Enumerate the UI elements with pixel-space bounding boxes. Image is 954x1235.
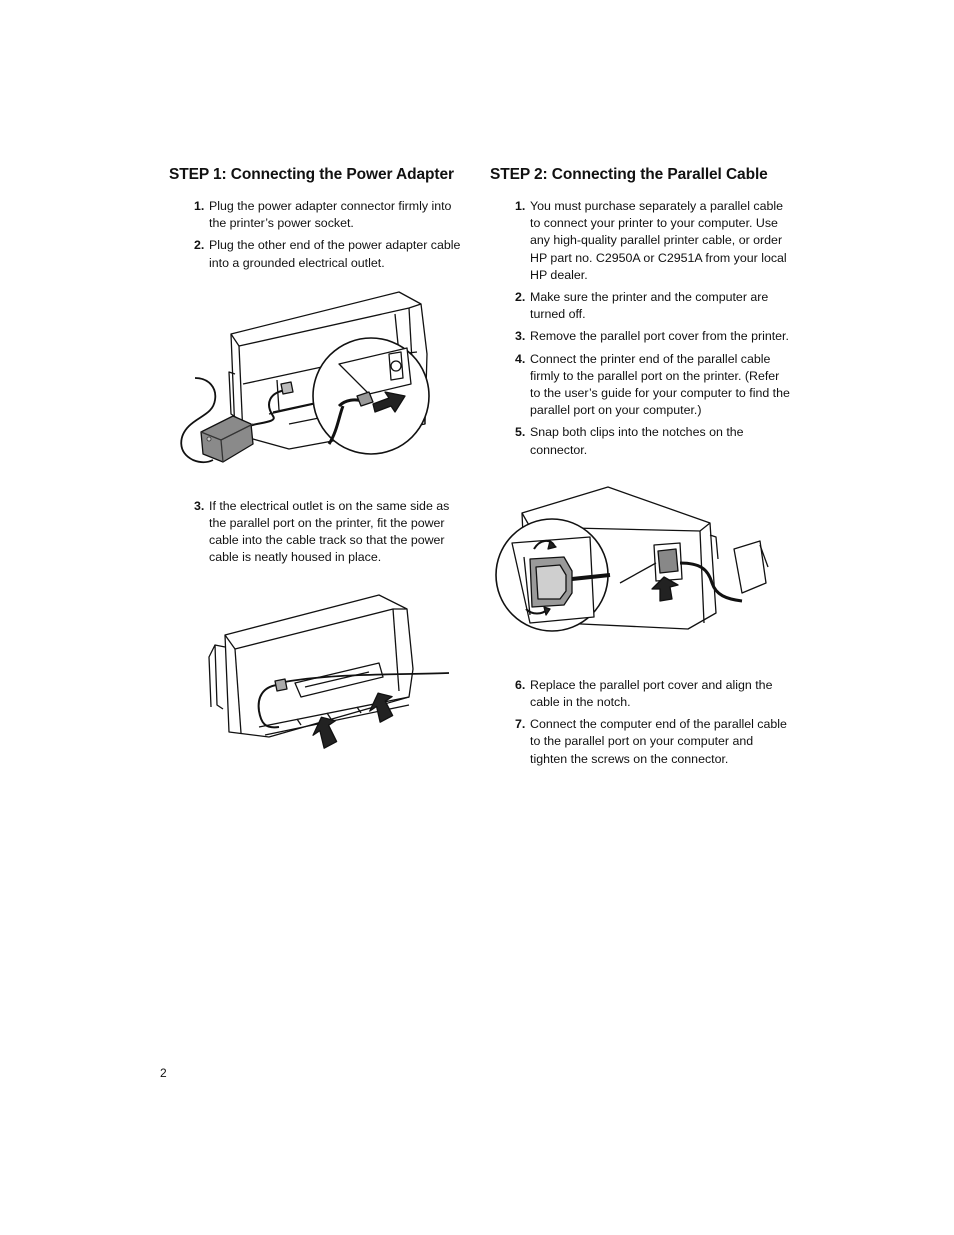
step2-list-continued bbox=[490, 677, 790, 768]
item-number: 6. bbox=[515, 677, 526, 692]
item-number: 2. bbox=[194, 238, 205, 253]
page-number: 2 bbox=[160, 1066, 167, 1080]
item-number: 2. bbox=[515, 290, 526, 305]
list-item bbox=[490, 289, 790, 323]
item-number: 7. bbox=[515, 717, 526, 732]
item-number: 3. bbox=[194, 498, 205, 513]
step1-column bbox=[169, 166, 469, 757]
item-text: Remove the parallel port cover from the printer. bbox=[530, 329, 789, 344]
item-number: 3. bbox=[515, 329, 526, 344]
step1-list bbox=[169, 198, 469, 272]
list-item bbox=[490, 424, 790, 458]
step2-list bbox=[490, 198, 790, 459]
power-adapter-illustration bbox=[169, 284, 469, 484]
item-text: Make sure the printer and the computer are turned off. bbox=[530, 290, 769, 322]
list-item bbox=[169, 237, 469, 271]
list-item bbox=[490, 351, 790, 420]
list-item bbox=[169, 498, 469, 567]
item-text: You must purchase separately a parallel cable to connect your printer to your computer. Use any high-quality parallel printer cable, or order HP part no. C2950A or C2951A from your local HP dealer. bbox=[530, 199, 787, 282]
list-item bbox=[169, 198, 469, 232]
item-text: If the electrical outlet is on the same side as the parallel port on the printer, fit the power cable into the cable track so that the power cable is neatly housed in place. bbox=[209, 498, 450, 565]
parallel-cable-illustration bbox=[490, 483, 790, 643]
item-number: 5. bbox=[515, 425, 526, 440]
item-text: Snap both clips into the notches on the connector. bbox=[530, 425, 744, 457]
item-text: Plug the power adapter connector firmly into the printer’s power socket. bbox=[209, 199, 452, 231]
item-number: 4. bbox=[515, 351, 526, 366]
list-item bbox=[490, 716, 790, 768]
step1-heading: STEP 1: Connecting the Power Adapter bbox=[169, 166, 454, 183]
item-text: Connect the computer end of the parallel cable to the parallel port on your computer and tighten the screws on the connector. bbox=[530, 717, 787, 766]
step2-column bbox=[490, 166, 790, 773]
item-text: Connect the printer end of the parallel cable firmly to the parallel port on the printer. (Refer to the user’s guide for your computer to find the parallel port on your computer.) bbox=[530, 351, 790, 418]
cable-track-illustration bbox=[169, 587, 469, 757]
list-item bbox=[490, 677, 790, 711]
step1-list-continued bbox=[169, 498, 469, 567]
item-text: Replace the parallel port cover and align the cable in the notch. bbox=[530, 677, 773, 710]
item-text: Plug the other end of the power adapter cable into a grounded electrical outlet. bbox=[209, 238, 461, 270]
item-number: 1. bbox=[194, 199, 205, 213]
list-item bbox=[490, 328, 790, 345]
item-number: 1. bbox=[515, 199, 526, 213]
step2-heading: STEP 2: Connecting the Parallel Cable bbox=[490, 166, 768, 183]
list-item bbox=[490, 198, 790, 284]
